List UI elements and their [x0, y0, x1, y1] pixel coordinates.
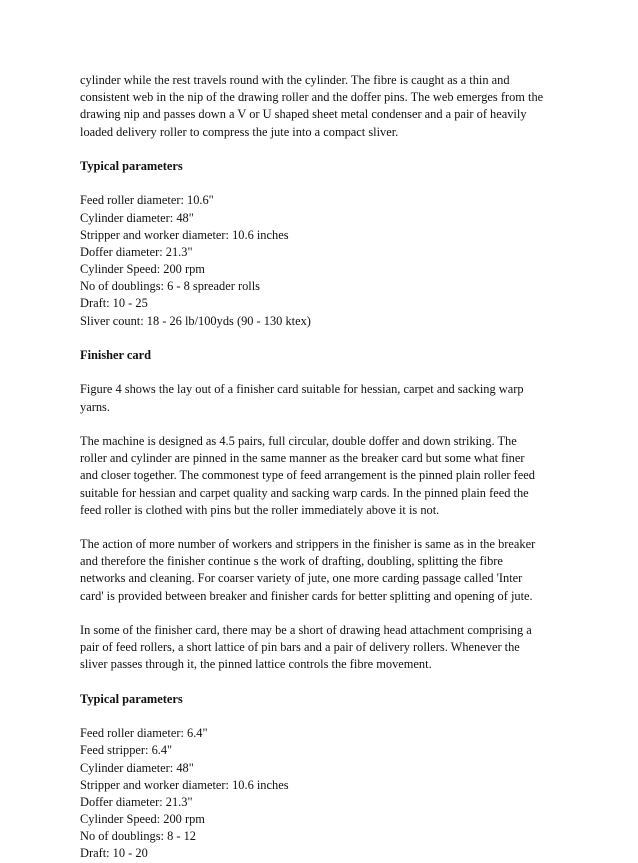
text-line: and therefore the finisher continue s the work of drafting, doubling, splitting the fibre [80, 554, 503, 569]
section-heading-typical-parameters: Typical parameters [80, 691, 183, 706]
text-line: yarns. [80, 399, 110, 414]
finisher-paragraph-2 [80, 433, 560, 519]
section-heading-finisher-card: Finisher card [80, 348, 152, 362]
text-line: The action of more number of workers and strippers in the finisher is same as in the breaker [80, 537, 536, 552]
section-heading-typical-parameters: Typical parameters [80, 158, 183, 173]
parameter-item: Cylinder diameter: 48" [80, 210, 194, 225]
text-line: cylinder while the rest travels round with the cylinder. The fibre is caught as a thin and [80, 73, 510, 87]
text-line: pair of feed rollers, a short lattice of pin bars and a pair of delivery rollers. Whenever the [80, 640, 520, 655]
text-line: sliver passes through it, the pinned lattice controls the fibre movement. [80, 657, 432, 672]
text-line: In some of the finisher card, there may be a short of drawing head attachment comprising a [80, 623, 532, 637]
text-line: loaded delivery roller to compress the jute into a compact sliver. [80, 124, 399, 139]
parameter-item: Sliver count: 18 - 26 lb/100yds (90 - 130 ktex) [80, 313, 311, 328]
text-line: The machine is designed as 4.5 pairs, full circular, double doffer and down striking. The [80, 433, 517, 448]
text-line: networks and cleaning. For coarser variety of jute, one more carding passage called 'Inter [80, 571, 523, 586]
parameter-item: Cylinder Speed: 200 rpm [80, 262, 205, 277]
parameter-list [80, 192, 560, 330]
finisher-paragraph-3 [80, 536, 560, 605]
finisher-paragraph-4 [80, 622, 560, 674]
parameter-item: Doffer diameter: 21.3" [80, 244, 193, 259]
parameter-item: No of doublings: 6 - 8 spreader rolls [80, 279, 260, 294]
intro-paragraph [80, 72, 560, 141]
text-line: card' is provided between breaker and finisher cards for better splitting and opening of jute. [80, 588, 533, 603]
parameter-item: No of doublings: 8 - 12 [80, 829, 196, 844]
text-line: feed roller is clothed with pins but the roller immediately above it is not. [80, 502, 440, 517]
parameter-item: Feed roller diameter: 6.4" [80, 726, 208, 741]
text-line: roller and cylinder are pinned in the same manner as the breaker card but some what finer [80, 451, 525, 466]
parameter-item: Stripper and worker diameter: 10.6 inches [80, 227, 289, 242]
parameter-item: Feed stripper: 6.4" [80, 743, 173, 758]
parameter-item: Feed roller diameter: 10.6" [80, 193, 214, 208]
parameter-item: Doffer diameter: 21.3" [80, 794, 193, 809]
page-body [80, 72, 560, 863]
parameter-item: Cylinder diameter: 48" [80, 760, 194, 775]
parameter-item: Stripper and worker diameter: 10.6 inches [80, 777, 289, 792]
finisher-paragraph-1 [80, 381, 560, 415]
text-line: Figure 4 shows the lay out of a finisher card suitable for hessian, carpet and sacking warp [80, 382, 524, 397]
text-line: drawing nip and passes down a V or U shaped sheet metal condenser and a pair of heavily [80, 107, 527, 122]
parameter-item: Cylinder Speed: 200 rpm [80, 812, 205, 827]
text-line: consistent web in the nip of the drawing roller and the doffer pins. The web emerges from the [80, 90, 544, 105]
parameter-item: Draft: 10 - 25 [80, 296, 148, 311]
text-line: and closer together. The commonest type of feed arrangement is the pinned plain roller feed [80, 468, 535, 483]
parameter-list [80, 725, 560, 863]
text-line: suitable for hessian and carpet quality and sacking warp cards. In the pinned plain feed the [80, 485, 529, 500]
parameter-item: Draft: 10 - 20 [80, 846, 148, 861]
